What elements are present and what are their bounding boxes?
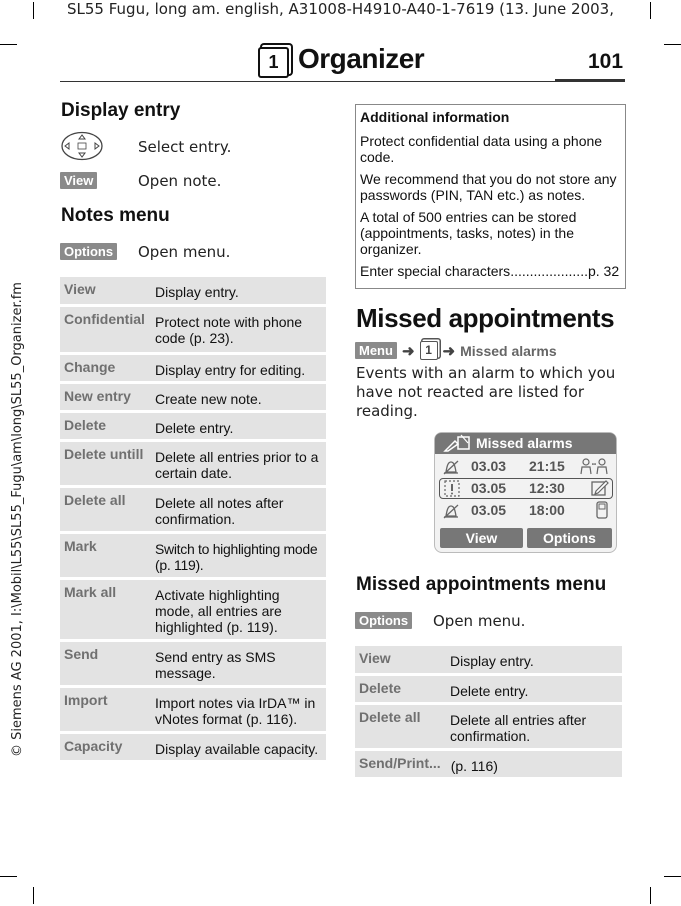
arrow-right-icon: ➜ [442,342,456,360]
view-softkey-button[interactable]: View [440,528,523,548]
table-row[interactable] [60,642,326,688]
crop-mark [650,887,651,904]
table-row[interactable] [60,580,326,642]
menu-option-description: Delete entry. [450,683,529,699]
crop-mark [0,876,17,877]
view-softkey[interactable]: View [60,172,97,189]
crop-mark [664,876,681,877]
navigation-key-icon [60,131,104,161]
svg-text:••: •• [591,462,597,468]
additional-info-paragraph: A total of 500 entries can be stored (appointments, tasks, notes) in the organizer. [360,209,577,257]
menu-option-label: Send [64,646,99,662]
menu-option-description: Import notes via IrDA™ in vNotes format (p. 116). [155,695,316,727]
table-row[interactable] [60,734,326,763]
menu-option-description: Delete all notes after confirmation. [155,495,284,527]
open-menu-text: Open menu. [433,612,526,630]
display-entry-heading: Display entry [61,100,181,121]
special-characters-reference [360,263,621,279]
menu-option-description: Protect note with phone code (p. 23). [155,314,303,346]
alarm-date: 03.05 [471,502,507,518]
missed-appointments-heading: Missed appointments [356,303,615,333]
table-row[interactable] [60,277,326,307]
organizer-chapter-icon: 1 [258,47,289,78]
table-row[interactable] [355,676,622,705]
exclamation-icon [444,480,460,497]
missed-alarm-title-icon [443,434,471,453]
organizer-icon: 1 [420,341,438,360]
menu-option-description: Delete all entries after confirmation. [450,712,587,744]
table-row[interactable] [60,534,326,580]
missed-appointments-menu-heading: Missed appointments menu [356,574,607,595]
running-head: SL55 Fugu, long am. english, A31008-H4910-A40-1-7619 (13. June 2003, [67,0,614,18]
options-softkey-button[interactable]: Options [527,528,612,548]
phone-call-icon [596,501,608,519]
table-row[interactable] [60,488,326,534]
table-row[interactable] [355,646,622,676]
menu-option-label: Delete all [64,492,126,508]
crop-mark [33,887,34,904]
meeting-icon [579,457,609,476]
table-row[interactable] [60,384,326,413]
menu-option-label: Confidential [64,311,145,327]
page-number-underline [555,79,625,82]
table-row[interactable] [60,688,326,734]
table-row[interactable] [60,442,326,488]
alarm-date: 03.05 [471,480,507,496]
menu-option-label: Send/Print... [359,755,441,771]
menu-option-description: Delete all entries prior to a certain date. [155,449,319,481]
menu-option-description: Switch to highlighting mode (p. 119). [155,541,318,573]
missed-appointments-description: Events with an alarm to which you have not reacted are listed for reading. [356,364,616,420]
arrow-right-icon: ➜ [401,342,415,360]
menu-option-label: Mark [64,538,97,554]
table-row[interactable] [60,355,326,384]
menu-option-label: Delete untill [64,446,144,462]
menu-option-description: Display entry. [155,284,239,300]
menu-option-description: Display entry for editing. [155,362,306,378]
crop-mark [664,44,681,45]
additional-info-box [355,104,626,289]
options-softkey[interactable]: Options [60,243,117,260]
page-reference-link[interactable]: p. 32 [587,263,620,279]
header-rule [60,81,625,82]
phone-screen [434,432,617,553]
table-row[interactable] [355,751,622,780]
menu-option-label: View [64,281,96,297]
alarm-time: 21:15 [529,458,565,474]
notes-menu-table [60,277,326,763]
bell-off-icon [441,502,461,520]
crop-mark [0,44,17,45]
table-row[interactable] [60,413,326,442]
menu-option-label: Import [64,692,108,708]
menu-option-description: Send entry as SMS message. [155,649,276,681]
open-menu-text: Open menu. [138,243,231,261]
menu-option-description: Delete entry. [155,420,234,436]
bell-off-icon [441,458,461,476]
chapter-title: Organizer [298,43,425,74]
options-softkey[interactable]: Options [355,612,412,629]
open-note-text: Open note. [138,172,222,190]
menu-option-description: Activate highlighting mode, all entries are highlighted (p. 119). [155,587,282,635]
reference-text: Enter special characters [360,263,511,279]
list-item[interactable] [439,456,613,477]
menu-option-description: Create new note. [155,391,262,407]
list-item[interactable] [439,501,613,522]
notes-menu-heading: Notes menu [61,205,170,226]
screen-title: Missed alarms [476,435,573,451]
reference-dots: .................... [510,263,588,279]
menu-option-description: Display entry. [450,653,534,669]
missed-appointments-menu-table [355,646,622,780]
list-item-selected[interactable] [439,478,613,499]
menu-option-label: Delete all [359,709,421,725]
table-row[interactable] [60,307,326,355]
menu-option-label: Delete [64,417,107,433]
screen-title-bar [435,433,616,454]
alarm-date: 03.03 [471,458,507,474]
menu-option-label: View [359,650,391,666]
menu-option-description: Display available capacity. [155,741,319,757]
menu-option-label: Mark all [64,584,117,600]
additional-info-title: Additional information [360,109,510,125]
menu-option-label: New entry [64,388,131,404]
menu-option-description: (p. 116) [450,758,498,774]
menu-option-label: Capacity [64,738,123,754]
side-copyright-text: © Siemens AG 2001, I:\Mobil\L55\SL55_Fugu\am\long\SL55_Organizer.fm [10,282,25,757]
page-number: 101 [588,50,624,73]
menu-path [355,341,557,360]
missed-alarms-path-item: Missed alarms [460,342,557,359]
additional-info-paragraph: We recommend that you do not store any passwords (PIN, TAN etc.) as notes. [360,171,617,203]
menu-option-label: Change [64,359,116,375]
additional-info-paragraph: Protect confidential data using a phone code. [360,133,603,165]
alarm-time: 18:00 [529,502,565,518]
menu-softkey[interactable]: Menu [355,342,397,359]
select-entry-text: Select entry. [138,138,232,156]
note-icon [591,479,609,497]
alarm-time: 12:30 [529,480,565,496]
table-row[interactable] [355,705,622,751]
menu-option-label: Delete [359,680,402,696]
